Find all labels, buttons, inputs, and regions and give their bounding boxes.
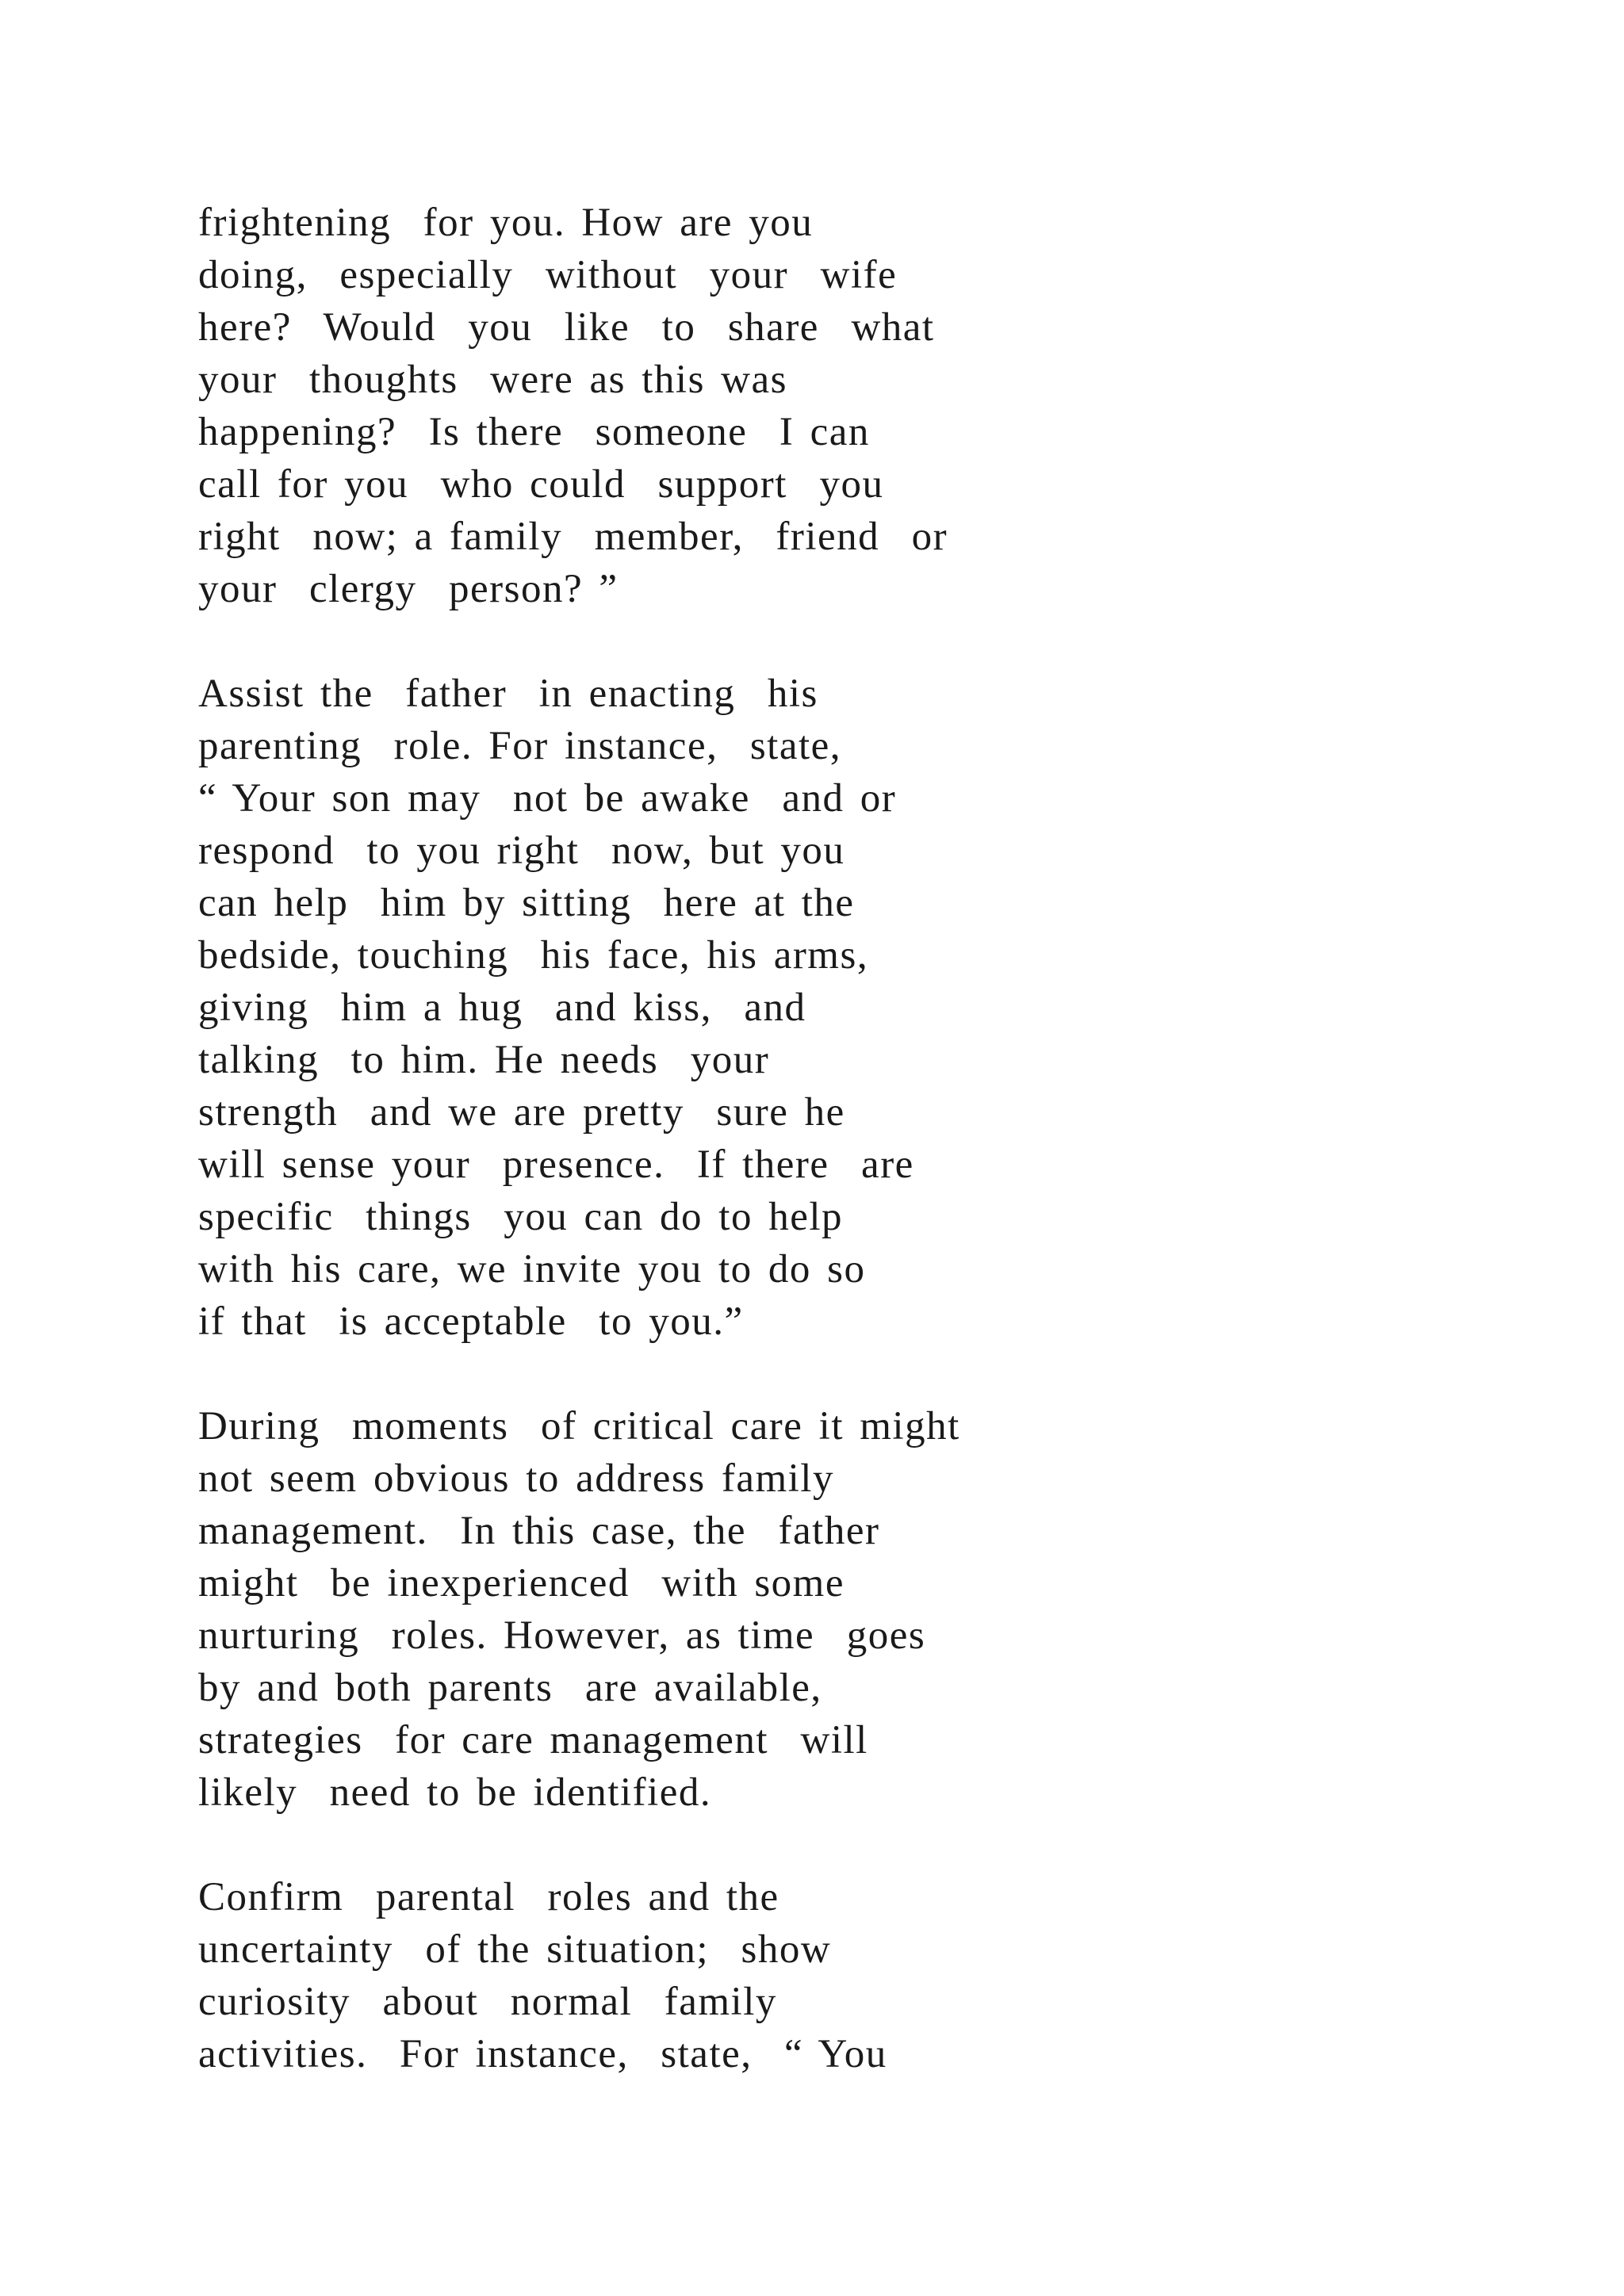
text-line: here? Would you like to share what [198, 305, 935, 350]
text-line: frightening for you. How are you [198, 201, 814, 245]
text-line: your thoughts were as this was [198, 358, 787, 402]
text-line: uncertainty of the situation; show [198, 1927, 832, 1972]
text-line: Confirm parental roles and the [198, 1875, 779, 1919]
text-line: likely need to be identified. [198, 1770, 712, 1815]
text-line: not seem obvious to address family [198, 1456, 834, 1501]
text-line: nurturing roles. However, as time goes [198, 1613, 926, 1658]
text-line: your clergy person? ” [198, 567, 619, 611]
paragraph-2 [198, 668, 1388, 1348]
paragraph-4 [198, 1871, 1388, 2080]
text-line: will sense your presence. If there are [198, 1142, 914, 1187]
text-line: happening? Is there someone I can [198, 410, 870, 454]
text-line: specific things you can do to help [198, 1195, 844, 1239]
text-line: strength and we are pretty sure he [198, 1090, 845, 1135]
text-line: if that is acceptable to you.” [198, 1299, 744, 1344]
text-line: with his care, we invite you to do so [198, 1247, 866, 1292]
text-line: talking to him. He needs your [198, 1038, 770, 1082]
text-line: by and both parents are available, [198, 1666, 822, 1710]
text-line: might be inexperienced with some [198, 1561, 845, 1605]
text-line: activities. For instance, state, “ You [198, 2032, 887, 2076]
text-line: giving him a hug and kiss, and [198, 985, 806, 1030]
text-line: management. In this case, the father [198, 1509, 880, 1553]
text-line: call for you who could support you [198, 462, 884, 507]
text-line: “ Your son may not be awake and or [198, 776, 897, 821]
text-line: Assist the father in enacting his [198, 672, 818, 716]
text-line: parenting role. For instance, state, [198, 724, 842, 768]
text-line: bedside, touching his face, his arms, [198, 933, 869, 978]
text-line: doing, especially without your wife [198, 253, 898, 297]
text-line: strategies for care management will [198, 1718, 868, 1762]
paragraph-1 [198, 197, 1388, 615]
text-line: respond to you right now, but you [198, 828, 845, 873]
paragraph-3 [198, 1400, 1388, 1819]
body-text [198, 197, 1388, 2133]
text-line: can help him by sitting here at the [198, 881, 855, 925]
text-line: right now; a family member, friend or [198, 515, 948, 559]
text-line: curiosity about normal family [198, 1980, 777, 2024]
text-line: During moments of critical care it might [198, 1404, 960, 1448]
